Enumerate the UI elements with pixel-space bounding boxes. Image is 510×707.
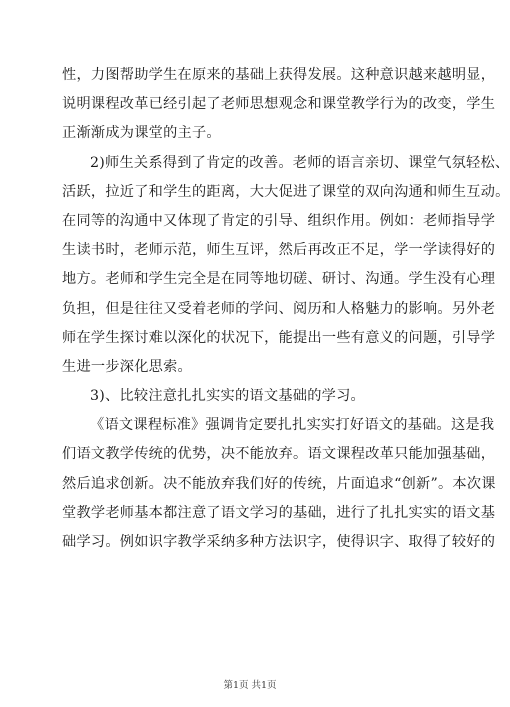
body-line-9: 负担，但是往往又受着老师的学问、阅历和人格魅力的影响。另外老 [62,300,496,317]
body-line-1: 性，力图帮助学生在原来的基础上获得发展。这种意识越来越明显， [62,67,496,83]
body-line-4: 2)师生关系得到了肯定的改善。老师的语言亲切、课堂气氛轻松、 [90,154,510,171]
body-line-16: 堂教学老师基本都注意了语文学习的基础，进行了扎扎实实的语文基 [62,504,496,521]
body-line-3: 正渐渐成为课堂的主子。 [62,125,221,142]
body-line-17: 础学习。例如识字教学采纳多种方法识字，使得识字、取得了较好的 [62,534,496,550]
body-line-5: 活跃，拉近了和学生的距离，大大促进了课堂的双向沟通和师生互动。 [62,183,510,200]
body-line-2: 说明课程改革已经引起了老师思想观念和课堂教学行为的改变，学生 [62,96,496,113]
body-line-11: 生进一步深化思索。 [62,358,192,375]
body-line-14: 们语文教学传统的优势，决不能放弃。语文课程改革只能加强基础， [62,446,496,463]
body-line-12: 3)、比较注意扎扎实实的语文基础的学习。 [90,388,365,405]
page-footer: 第1页 共1页 [223,680,277,691]
body-line-15: 然后追求创新。决不能放弃我们好的传统，片面追求“创新”。本次课 [62,475,496,492]
body-line-10: 师在学生探讨难以深化的状况下，能提出一些有意义的问题，引导学 [62,329,496,346]
body-line-13: 《语文课程标准》强调肯定要扎扎实实打好语文的基础。这是我 [90,417,495,434]
body-line-7: 生读书时，老师示范，师生互评，然后再改正不足，学一学读得好的 [62,242,496,259]
document-body [62,61,510,557]
body-line-6: 在同等的沟通中又体现了肯定的引导、组织作用。例如：老师指导学 [62,212,496,229]
body-line-8: 地方。老师和学生完全是在同等地切磋、研讨、沟通。学生没有心理 [62,271,496,288]
